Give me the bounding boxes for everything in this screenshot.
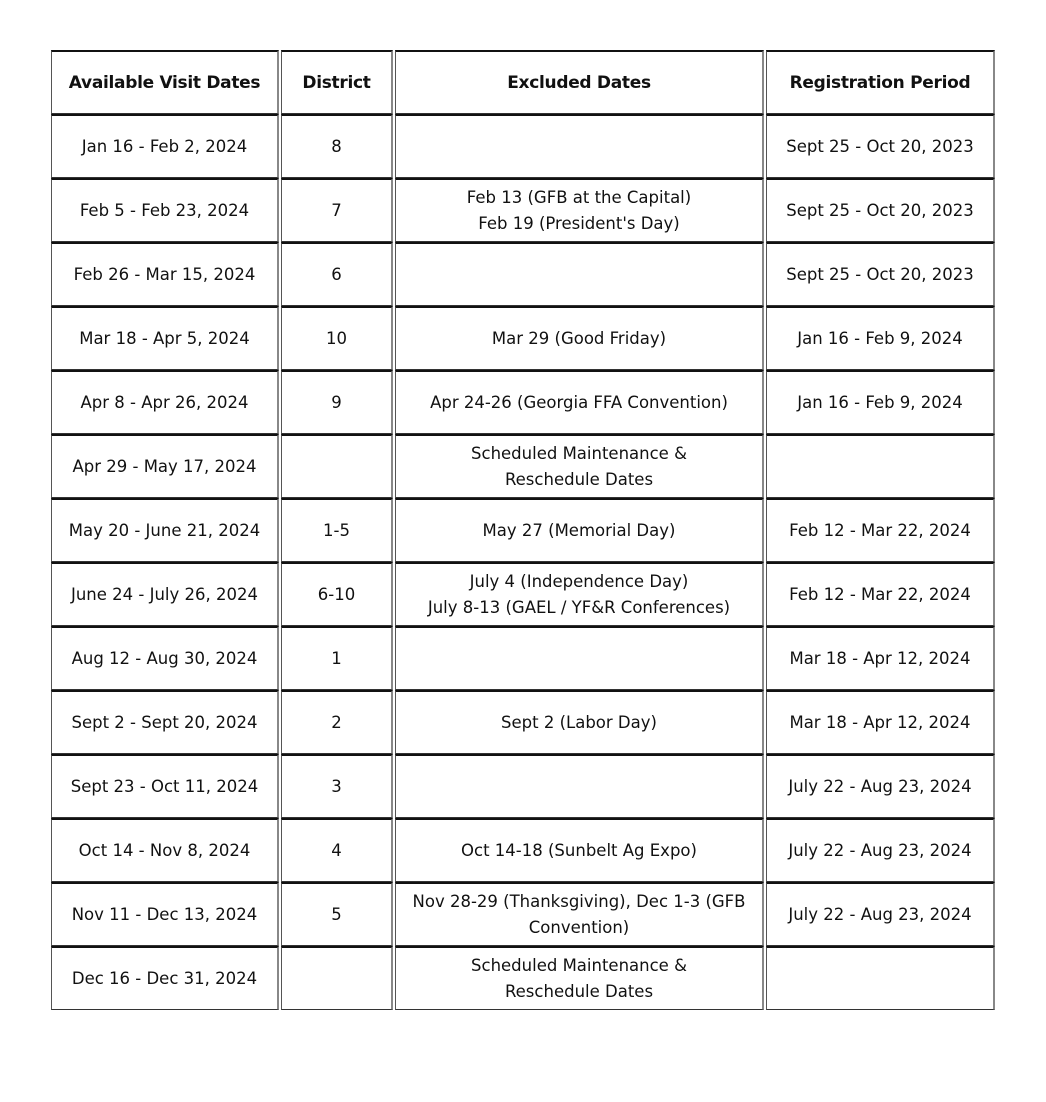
excluded-date-line: Convention) (528, 917, 630, 937)
excluded-dates-cell (395, 306, 764, 370)
district-cell: 1 (281, 626, 393, 690)
district-cell: 3 (281, 754, 393, 818)
table-row (51, 498, 995, 562)
registration-period-cell (766, 434, 995, 498)
registration-period-cell: Mar 18 - Apr 12, 2024 (766, 626, 995, 690)
visit-dates-cell: June 24 - July 26, 2024 (51, 562, 279, 626)
visit-dates-cell: Jan 16 - Feb 2, 2024 (51, 114, 279, 178)
excluded-date-line: Nov 28-29 (Thanksgiving), Dec 1-3 (GFB (412, 891, 746, 911)
table-row (51, 626, 995, 690)
excluded-dates-cell (395, 434, 764, 498)
district-cell: 5 (281, 882, 393, 946)
excluded-dates-cell (395, 178, 764, 242)
registration-period-cell: Jan 16 - Feb 9, 2024 (766, 306, 995, 370)
visit-dates-cell: Sept 23 - Oct 11, 2024 (51, 754, 279, 818)
district-cell: 10 (281, 306, 393, 370)
excluded-dates-cell (395, 498, 764, 562)
excluded-dates-cell (395, 370, 764, 434)
registration-period-cell (766, 946, 995, 1010)
excluded-dates-cell (395, 562, 764, 626)
table-row (51, 178, 995, 242)
visit-dates-cell: May 20 - June 21, 2024 (51, 498, 279, 562)
excluded-dates-cell (395, 754, 764, 818)
excluded-date-line: Feb 13 (GFB at the Capital) (466, 187, 692, 207)
district-cell: 2 (281, 690, 393, 754)
excluded-date-line: Scheduled Maintenance & (471, 443, 687, 463)
registration-period-cell: Sept 25 - Oct 20, 2023 (766, 242, 995, 306)
excluded-date-line: Scheduled Maintenance & (471, 955, 687, 975)
excluded-dates-cell (395, 882, 764, 946)
visit-dates-cell: Oct 14 - Nov 8, 2024 (51, 818, 279, 882)
header-district: District (281, 50, 393, 114)
table-row (51, 306, 995, 370)
visit-dates-cell: Nov 11 - Dec 13, 2024 (51, 882, 279, 946)
registration-period-cell: Jan 16 - Feb 9, 2024 (766, 370, 995, 434)
excluded-date-line: Sept 2 (Labor Day) (501, 712, 657, 732)
registration-period-cell: Feb 12 - Mar 22, 2024 (766, 498, 995, 562)
header-excluded-dates: Excluded Dates (395, 50, 764, 114)
header-row (51, 50, 995, 114)
table-row (51, 882, 995, 946)
district-cell: 1-5 (281, 498, 393, 562)
excluded-date-line: July 4 (Independence Day) (469, 571, 689, 591)
excluded-dates-cell (395, 818, 764, 882)
district-cell: 7 (281, 178, 393, 242)
header-registration-period: Registration Period (766, 50, 995, 114)
table-row (51, 946, 995, 1010)
table-row (51, 754, 995, 818)
visit-dates-cell: Aug 12 - Aug 30, 2024 (51, 626, 279, 690)
visit-dates-cell: Apr 29 - May 17, 2024 (51, 434, 279, 498)
table-row (51, 818, 995, 882)
visit-dates-cell: Mar 18 - Apr 5, 2024 (51, 306, 279, 370)
excluded-dates-cell (395, 626, 764, 690)
excluded-date-line: Oct 14-18 (Sunbelt Ag Expo) (461, 840, 697, 860)
excluded-dates-cell (395, 690, 764, 754)
table-row (51, 370, 995, 434)
visit-dates-cell: Feb 26 - Mar 15, 2024 (51, 242, 279, 306)
excluded-date-line: Reschedule Dates (504, 981, 654, 1001)
district-cell: 9 (281, 370, 393, 434)
district-cell (281, 434, 393, 498)
table-row (51, 114, 995, 178)
excluded-date-line: Reschedule Dates (504, 469, 654, 489)
registration-period-cell: July 22 - Aug 23, 2024 (766, 818, 995, 882)
district-cell: 6 (281, 242, 393, 306)
excluded-date-line: Feb 19 (President's Day) (478, 213, 680, 233)
excluded-date-line: Mar 29 (Good Friday) (491, 328, 667, 348)
excluded-date-line: Apr 24-26 (Georgia FFA Convention) (430, 392, 728, 412)
header-available-visit-dates: Available Visit Dates (51, 50, 279, 114)
registration-period-cell: Sept 25 - Oct 20, 2023 (766, 114, 995, 178)
table-row (51, 562, 995, 626)
district-cell: 8 (281, 114, 393, 178)
table-row (51, 242, 995, 306)
district-cell (281, 946, 393, 1010)
visit-dates-cell: Dec 16 - Dec 31, 2024 (51, 946, 279, 1010)
table-row (51, 434, 995, 498)
visit-dates-cell: Sept 2 - Sept 20, 2024 (51, 690, 279, 754)
registration-period-cell: July 22 - Aug 23, 2024 (766, 754, 995, 818)
registration-period-cell: July 22 - Aug 23, 2024 (766, 882, 995, 946)
registration-period-cell: Sept 25 - Oct 20, 2023 (766, 178, 995, 242)
visit-schedule-table (49, 50, 997, 1010)
excluded-dates-cell (395, 114, 764, 178)
district-cell: 4 (281, 818, 393, 882)
visit-dates-cell: Feb 5 - Feb 23, 2024 (51, 178, 279, 242)
visit-dates-cell: Apr 8 - Apr 26, 2024 (51, 370, 279, 434)
excluded-dates-cell (395, 242, 764, 306)
excluded-date-line: July 8-13 (GAEL / YF&R Conferences) (427, 597, 731, 617)
table-row (51, 690, 995, 754)
excluded-date-line: May 27 (Memorial Day) (482, 520, 676, 540)
excluded-dates-cell (395, 946, 764, 1010)
registration-period-cell: Feb 12 - Mar 22, 2024 (766, 562, 995, 626)
district-cell: 6-10 (281, 562, 393, 626)
registration-period-cell: Mar 18 - Apr 12, 2024 (766, 690, 995, 754)
